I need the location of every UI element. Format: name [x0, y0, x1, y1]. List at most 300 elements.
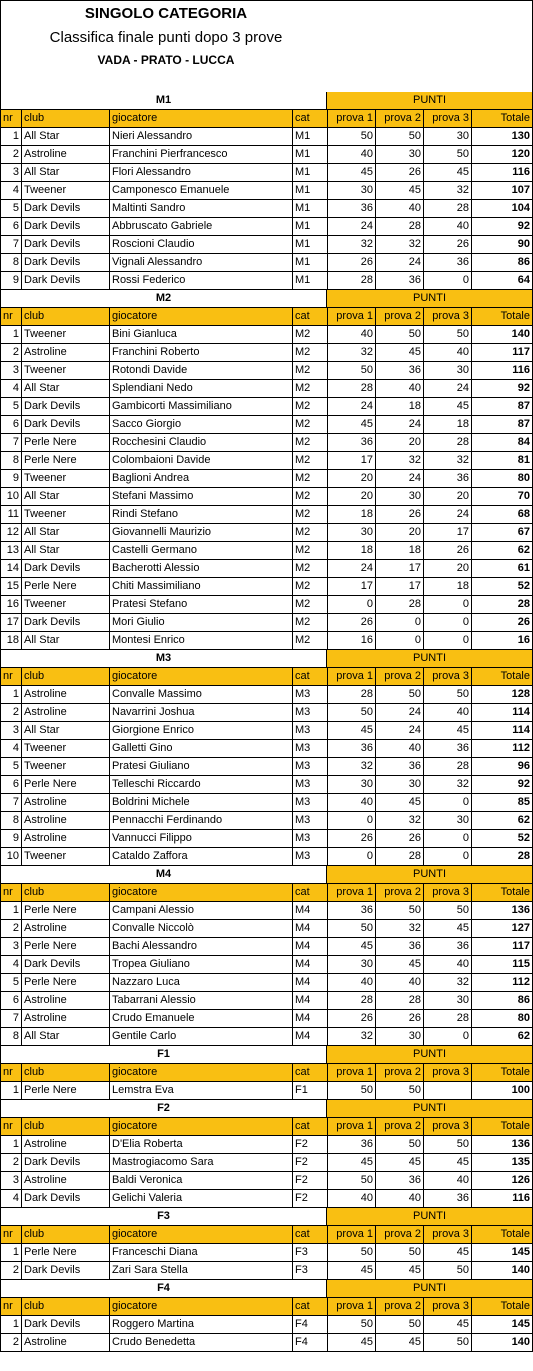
column-header-prova1: prova 1: [328, 110, 376, 128]
cell-totale: 116: [472, 164, 533, 182]
cell-cat: F4: [293, 1316, 328, 1334]
column-header-prova3: prova 3: [424, 1298, 472, 1316]
cell-nr: 2: [0, 1262, 22, 1280]
cell-giocatore: Gambicorti Massimiliano: [110, 398, 293, 416]
cell-cat: M1: [293, 164, 328, 182]
table-row: [0, 848, 533, 866]
cell-prova1: 40: [328, 1190, 376, 1208]
cell-club: Tweener: [22, 848, 110, 866]
cell-club: Dark Devils: [22, 1316, 110, 1334]
cell-club: Perle Nere: [22, 578, 110, 596]
table-row: [0, 578, 533, 596]
cell-prova1: 36: [328, 200, 376, 218]
table-row: [0, 380, 533, 398]
cell-prova2: 50: [376, 686, 424, 704]
cell-cat: F1: [293, 1082, 328, 1100]
column-header-prova2: prova 2: [376, 668, 424, 686]
cell-cat: M2: [293, 506, 328, 524]
cell-prova3: 30: [424, 992, 472, 1010]
category-title-row: [0, 1280, 533, 1298]
cell-prova3: 28: [424, 434, 472, 452]
cell-prova3: 40: [424, 1172, 472, 1190]
cell-prova1: 45: [328, 1262, 376, 1280]
cell-prova1: 17: [328, 578, 376, 596]
cell-giocatore: Maltinti Sandro: [110, 200, 293, 218]
table-row: [0, 920, 533, 938]
cell-totale: 117: [472, 344, 533, 362]
cell-cat: F3: [293, 1244, 328, 1262]
cell-nr: 9: [0, 830, 22, 848]
cell-totale: 80: [472, 1010, 533, 1028]
cell-club: Dark Devils: [22, 1262, 110, 1280]
cell-cat: M3: [293, 758, 328, 776]
cell-prova3: 26: [424, 542, 472, 560]
cell-prova2: 18: [376, 398, 424, 416]
table-row: [0, 1262, 533, 1280]
cell-prova3: 18: [424, 416, 472, 434]
cell-totale: 116: [472, 1190, 533, 1208]
cell-prova2: 32: [376, 812, 424, 830]
cell-club: All Star: [22, 380, 110, 398]
column-header-prova3: prova 3: [424, 884, 472, 902]
cell-giocatore: Galletti Gino: [110, 740, 293, 758]
cell-totale: 126: [472, 1172, 533, 1190]
cell-prova1: 26: [328, 1010, 376, 1028]
column-header-totale: Totale: [472, 1298, 533, 1316]
column-header-prova3: prova 3: [424, 1118, 472, 1136]
cell-totale: 140: [472, 1334, 533, 1352]
column-header-nr: nr: [0, 668, 22, 686]
column-header-nr: nr: [0, 308, 22, 326]
cell-giocatore: Bacherotti Alessio: [110, 560, 293, 578]
points-group-header: PUNTI: [327, 1208, 533, 1226]
cell-totale: 87: [472, 416, 533, 434]
cell-club: Tweener: [22, 362, 110, 380]
cell-prova2: 40: [376, 740, 424, 758]
cell-nr: 2: [0, 1334, 22, 1352]
cell-giocatore: Giorgione Enrico: [110, 722, 293, 740]
cell-totale: 117: [472, 938, 533, 956]
cell-prova3: 36: [424, 254, 472, 272]
cell-totale: 136: [472, 902, 533, 920]
cell-totale: 92: [472, 776, 533, 794]
cell-nr: 4: [0, 380, 22, 398]
cell-cat: F2: [293, 1154, 328, 1172]
cell-giocatore: Bini Gianluca: [110, 326, 293, 344]
cell-nr: 16: [0, 596, 22, 614]
cell-prova2: 24: [376, 416, 424, 434]
cell-prova3: 0: [424, 614, 472, 632]
cell-prova1: 36: [328, 902, 376, 920]
cell-cat: M2: [293, 524, 328, 542]
cell-giocatore: Mori Giulio: [110, 614, 293, 632]
cell-nr: 3: [0, 722, 22, 740]
cell-giocatore: Roscioni Claudio: [110, 236, 293, 254]
cell-prova2: 30: [376, 1028, 424, 1046]
cell-totale: 84: [472, 434, 533, 452]
cell-totale: 116: [472, 362, 533, 380]
cell-nr: 14: [0, 560, 22, 578]
cell-cat: M3: [293, 776, 328, 794]
cell-totale: 130: [472, 128, 533, 146]
cell-prova1: 50: [328, 1316, 376, 1334]
cell-totale: 28: [472, 596, 533, 614]
cell-prova2: 24: [376, 254, 424, 272]
cell-giocatore: Franchini Pierfrancesco: [110, 146, 293, 164]
cell-prova2: 28: [376, 218, 424, 236]
cell-totale: 80: [472, 470, 533, 488]
column-header-totale: Totale: [472, 110, 533, 128]
column-header-totale: Totale: [472, 1118, 533, 1136]
cell-cat: M4: [293, 956, 328, 974]
cell-club: Astroline: [22, 1334, 110, 1352]
cell-prova3: 40: [424, 344, 472, 362]
cell-giocatore: Franceschi Diana: [110, 1244, 293, 1262]
cell-club: Dark Devils: [22, 1154, 110, 1172]
column-header-cat: cat: [293, 1064, 328, 1082]
column-header-giocatore: giocatore: [110, 668, 293, 686]
cell-giocatore: Convalle Niccolò: [110, 920, 293, 938]
cell-cat: M1: [293, 236, 328, 254]
cell-prova3: 28: [424, 1010, 472, 1028]
column-header-prova1: prova 1: [328, 1226, 376, 1244]
cell-giocatore: Sacco Giorgio: [110, 416, 293, 434]
cell-prova3: 40: [424, 956, 472, 974]
cell-prova2: 45: [376, 794, 424, 812]
cell-giocatore: Telleschi Riccardo: [110, 776, 293, 794]
column-header-cat: cat: [293, 668, 328, 686]
cell-prova3: 0: [424, 1028, 472, 1046]
cell-prova1: 26: [328, 254, 376, 272]
cell-giocatore: Abbruscato Gabriele: [110, 218, 293, 236]
column-header-prova1: prova 1: [328, 668, 376, 686]
cell-giocatore: Rotondi Davide: [110, 362, 293, 380]
column-header-club: club: [22, 1118, 110, 1136]
column-header-totale: Totale: [472, 884, 533, 902]
cell-prova1: 50: [328, 1244, 376, 1262]
cell-cat: M2: [293, 578, 328, 596]
table-row: [0, 632, 533, 650]
column-header-nr: nr: [0, 1298, 22, 1316]
points-group-header: PUNTI: [327, 1100, 533, 1118]
cell-giocatore: Lemstra Eva: [110, 1082, 293, 1100]
table-row: [0, 686, 533, 704]
cell-prova3: 36: [424, 1190, 472, 1208]
cell-giocatore: Gelichi Valeria: [110, 1190, 293, 1208]
cell-prova2: 45: [376, 344, 424, 362]
cell-nr: 6: [0, 992, 22, 1010]
cell-club: Tweener: [22, 740, 110, 758]
category-title-row: [0, 1100, 533, 1118]
cell-prova1: 40: [328, 146, 376, 164]
category-title-row: [0, 290, 533, 308]
table-row: [0, 128, 533, 146]
cell-club: Astroline: [22, 704, 110, 722]
cell-cat: M2: [293, 452, 328, 470]
cell-prova1: 28: [328, 380, 376, 398]
column-header-cat: cat: [293, 1298, 328, 1316]
column-header-cat: cat: [293, 110, 328, 128]
cell-prova3: 30: [424, 812, 472, 830]
cell-prova1: 0: [328, 812, 376, 830]
cell-cat: M2: [293, 596, 328, 614]
table-row: [0, 272, 533, 290]
table-row: [0, 254, 533, 272]
column-header-giocatore: giocatore: [110, 308, 293, 326]
cell-giocatore: Castelli Germano: [110, 542, 293, 560]
cell-cat: M2: [293, 614, 328, 632]
points-group-header: PUNTI: [327, 290, 533, 308]
cell-club: Tweener: [22, 506, 110, 524]
cell-prova3: 32: [424, 182, 472, 200]
table-row: [0, 938, 533, 956]
column-header-prova3: prova 3: [424, 668, 472, 686]
cell-prova3: 45: [424, 1316, 472, 1334]
table-row: [0, 1028, 533, 1046]
table-row: [0, 434, 533, 452]
cell-prova1: 28: [328, 686, 376, 704]
cell-prova2: 26: [376, 164, 424, 182]
cell-prova1: 28: [328, 272, 376, 290]
table-row: [0, 1010, 533, 1028]
cell-nr: 1: [0, 326, 22, 344]
cell-giocatore: Giovannelli Maurizio: [110, 524, 293, 542]
cell-cat: M3: [293, 722, 328, 740]
column-header-row: [0, 308, 533, 326]
cell-prova2: 45: [376, 1262, 424, 1280]
cell-prova1: 30: [328, 524, 376, 542]
cell-prova1: 32: [328, 1028, 376, 1046]
cell-nr: 5: [0, 200, 22, 218]
cell-totale: 81: [472, 452, 533, 470]
column-header-club: club: [22, 308, 110, 326]
cell-giocatore: Camponesco Emanuele: [110, 182, 293, 200]
table-row: [0, 1190, 533, 1208]
category-title: M1: [0, 92, 327, 110]
cell-club: Tweener: [22, 326, 110, 344]
cell-cat: M3: [293, 704, 328, 722]
cell-cat: M3: [293, 740, 328, 758]
column-header-prova2: prova 2: [376, 884, 424, 902]
cell-giocatore: Franchini Roberto: [110, 344, 293, 362]
cell-totale: 140: [472, 326, 533, 344]
table-row: [0, 830, 533, 848]
column-header-nr: nr: [0, 884, 22, 902]
column-header-prova2: prova 2: [376, 1118, 424, 1136]
cell-cat: M1: [293, 200, 328, 218]
cell-giocatore: Cataldo Zaffora: [110, 848, 293, 866]
cell-giocatore: Montesi Enrico: [110, 632, 293, 650]
cell-nr: 3: [0, 1172, 22, 1190]
cell-prova3: 36: [424, 470, 472, 488]
report-subtitle: Classifica finale punti dopo 3 prove: [49, 29, 283, 46]
category-title-row: [0, 92, 533, 110]
cell-giocatore: Zari Sara Stella: [110, 1262, 293, 1280]
cell-nr: 13: [0, 542, 22, 560]
cell-cat: F2: [293, 1136, 328, 1154]
cell-totale: 140: [472, 1262, 533, 1280]
cell-club: Tweener: [22, 758, 110, 776]
cell-club: Dark Devils: [22, 236, 110, 254]
cell-nr: 4: [0, 956, 22, 974]
cell-cat: M2: [293, 632, 328, 650]
cell-nr: 7: [0, 434, 22, 452]
category-title: F3: [0, 1208, 327, 1226]
cell-giocatore: Stefani Massimo: [110, 488, 293, 506]
cell-prova1: 45: [328, 416, 376, 434]
cell-giocatore: Baldi Veronica: [110, 1172, 293, 1190]
cell-prova1: 50: [328, 920, 376, 938]
cell-totale: 120: [472, 146, 533, 164]
cell-cat: M3: [293, 830, 328, 848]
cell-club: Dark Devils: [22, 254, 110, 272]
cell-prova3: 0: [424, 632, 472, 650]
cell-cat: M4: [293, 1028, 328, 1046]
cell-club: Astroline: [22, 1136, 110, 1154]
cell-prova2: 24: [376, 470, 424, 488]
cell-cat: M4: [293, 992, 328, 1010]
cell-prova3: 40: [424, 218, 472, 236]
column-header-prova2: prova 2: [376, 1298, 424, 1316]
points-group-header: PUNTI: [327, 92, 533, 110]
cell-totale: 68: [472, 506, 533, 524]
cell-cat: M1: [293, 146, 328, 164]
column-header-nr: nr: [0, 1226, 22, 1244]
table-row: [0, 758, 533, 776]
cell-nr: 9: [0, 272, 22, 290]
column-header-row: [0, 110, 533, 128]
cell-giocatore: Chiti Massimiliano: [110, 578, 293, 596]
cell-nr: 10: [0, 848, 22, 866]
cell-giocatore: Crudo Emanuele: [110, 1010, 293, 1028]
cell-cat: M2: [293, 488, 328, 506]
cell-totale: 52: [472, 578, 533, 596]
cell-giocatore: Flori Alessandro: [110, 164, 293, 182]
cell-prova3: 0: [424, 848, 472, 866]
cell-prova1: 50: [328, 1172, 376, 1190]
cell-totale: 114: [472, 704, 533, 722]
cell-prova3: 26: [424, 236, 472, 254]
table-row: [0, 956, 533, 974]
cell-club: Dark Devils: [22, 956, 110, 974]
cell-prova3: 20: [424, 560, 472, 578]
cell-totale: 135: [472, 1154, 533, 1172]
cell-nr: 8: [0, 452, 22, 470]
cell-totale: 107: [472, 182, 533, 200]
cell-prova3: 24: [424, 380, 472, 398]
cell-totale: 96: [472, 758, 533, 776]
cell-prova2: 17: [376, 578, 424, 596]
category-section-f4: [0, 1280, 533, 1352]
table-row: [0, 812, 533, 830]
column-header-cat: cat: [293, 1118, 328, 1136]
cell-prova1: 18: [328, 506, 376, 524]
cell-club: Perle Nere: [22, 1082, 110, 1100]
cell-prova1: 45: [328, 1334, 376, 1352]
cell-cat: F3: [293, 1262, 328, 1280]
cell-club: Astroline: [22, 686, 110, 704]
column-header-club: club: [22, 1226, 110, 1244]
cell-cat: F2: [293, 1172, 328, 1190]
cell-cat: M2: [293, 362, 328, 380]
category-section-f2: [0, 1100, 533, 1208]
cell-prova2: 24: [376, 722, 424, 740]
cell-prova1: 0: [328, 596, 376, 614]
cell-totale: 90: [472, 236, 533, 254]
cell-club: Dark Devils: [22, 614, 110, 632]
cell-prova1: 26: [328, 614, 376, 632]
cell-giocatore: Nieri Alessandro: [110, 128, 293, 146]
cell-totale: 86: [472, 992, 533, 1010]
cell-totale: 87: [472, 398, 533, 416]
cell-giocatore: Colombaioni Davide: [110, 452, 293, 470]
cell-cat: M2: [293, 416, 328, 434]
column-header-prova1: prova 1: [328, 1298, 376, 1316]
table-row: [0, 974, 533, 992]
cell-prova1: 50: [328, 128, 376, 146]
column-header-nr: nr: [0, 1118, 22, 1136]
column-header-club: club: [22, 884, 110, 902]
cell-club: Dark Devils: [22, 272, 110, 290]
cell-prova1: 18: [328, 542, 376, 560]
cell-club: Astroline: [22, 146, 110, 164]
cell-club: Astroline: [22, 1172, 110, 1190]
column-header-totale: Totale: [472, 1064, 533, 1082]
cell-club: Perle Nere: [22, 452, 110, 470]
cell-cat: M4: [293, 1010, 328, 1028]
cell-club: Astroline: [22, 812, 110, 830]
cell-giocatore: Gentile Carlo: [110, 1028, 293, 1046]
cell-totale: 112: [472, 740, 533, 758]
cell-giocatore: Roggero Martina: [110, 1316, 293, 1334]
cell-nr: 10: [0, 488, 22, 506]
cell-cat: M2: [293, 380, 328, 398]
table-row: [0, 1154, 533, 1172]
cell-club: All Star: [22, 164, 110, 182]
column-header-giocatore: giocatore: [110, 1226, 293, 1244]
category-title: M4: [0, 866, 327, 884]
cell-nr: 9: [0, 470, 22, 488]
cell-club: Tweener: [22, 596, 110, 614]
cell-prova1: 20: [328, 488, 376, 506]
cell-prova3: 50: [424, 686, 472, 704]
cell-prova1: 28: [328, 992, 376, 1010]
cell-nr: 6: [0, 218, 22, 236]
cell-cat: M2: [293, 344, 328, 362]
cell-giocatore: Bachi Alessandro: [110, 938, 293, 956]
cell-prova1: 26: [328, 830, 376, 848]
cell-prova3: 50: [424, 1334, 472, 1352]
cell-totale: 127: [472, 920, 533, 938]
cell-prova1: 30: [328, 956, 376, 974]
column-header-row: [0, 668, 533, 686]
cell-prova3: 45: [424, 722, 472, 740]
cell-prova1: 50: [328, 1082, 376, 1100]
cell-prova2: 45: [376, 956, 424, 974]
cell-prova2: 28: [376, 596, 424, 614]
column-header-prova2: prova 2: [376, 1064, 424, 1082]
cell-prova1: 50: [328, 704, 376, 722]
cell-prova2: 50: [376, 1136, 424, 1154]
cell-nr: 4: [0, 182, 22, 200]
cell-prova2: 20: [376, 524, 424, 542]
table-row: [0, 740, 533, 758]
table-row: [0, 596, 533, 614]
cell-club: Dark Devils: [22, 218, 110, 236]
cell-totale: 62: [472, 1028, 533, 1046]
cell-prova1: 40: [328, 974, 376, 992]
cell-totale: 92: [472, 380, 533, 398]
